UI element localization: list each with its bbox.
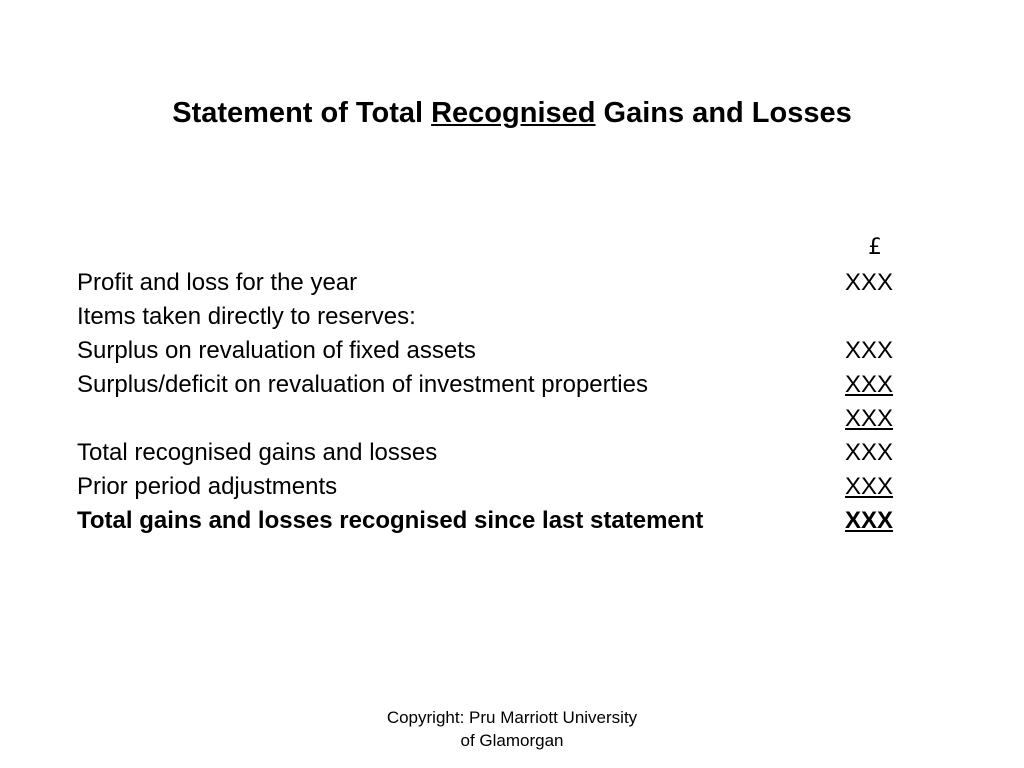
statement-row-prior-period [77, 470, 957, 504]
row-amount: XXX [845, 269, 894, 296]
copyright-notice [352, 706, 672, 752]
statement-row-reserves-heading [77, 300, 957, 334]
statement-row-fixed-assets [77, 334, 957, 368]
title-underlined-word: Recognised [431, 97, 596, 129]
row-amount: XXX [845, 439, 894, 466]
page-title [0, 93, 1024, 133]
row-amount: XXX [845, 473, 894, 500]
row-label: Profit and loss for the year [77, 269, 358, 296]
statement-row-investment-properties [77, 368, 957, 402]
copyright-line-2: of Glamorgan [460, 731, 564, 750]
row-label: Items taken directly to reserves: [77, 303, 416, 330]
statement-row-grand-total [77, 504, 957, 538]
statement-table [77, 266, 957, 538]
row-label: Prior period adjustments [77, 473, 338, 500]
row-amount: XXX [845, 507, 894, 534]
row-label: Surplus on revaluation of fixed assets [77, 337, 476, 364]
copyright-line-1: Copyright: Pru Marriott University [386, 708, 638, 727]
statement-row-profit [77, 266, 957, 300]
currency-header: £ [868, 235, 882, 260]
row-amount: XXX [845, 405, 894, 432]
row-label: Surplus/deficit on revaluation of investment properties [77, 371, 648, 398]
title-part-1: Statement of Total [172, 97, 432, 129]
row-amount: XXX [845, 337, 894, 364]
row-label: Total gains and losses recognised since last statement [77, 507, 704, 534]
statement-row-subtotal [77, 402, 957, 436]
title-part-2: Gains and Losses [595, 97, 852, 129]
statement-row-total-recognised [77, 436, 957, 470]
row-amount: XXX [845, 371, 894, 398]
row-label: Total recognised gains and losses [77, 439, 438, 466]
